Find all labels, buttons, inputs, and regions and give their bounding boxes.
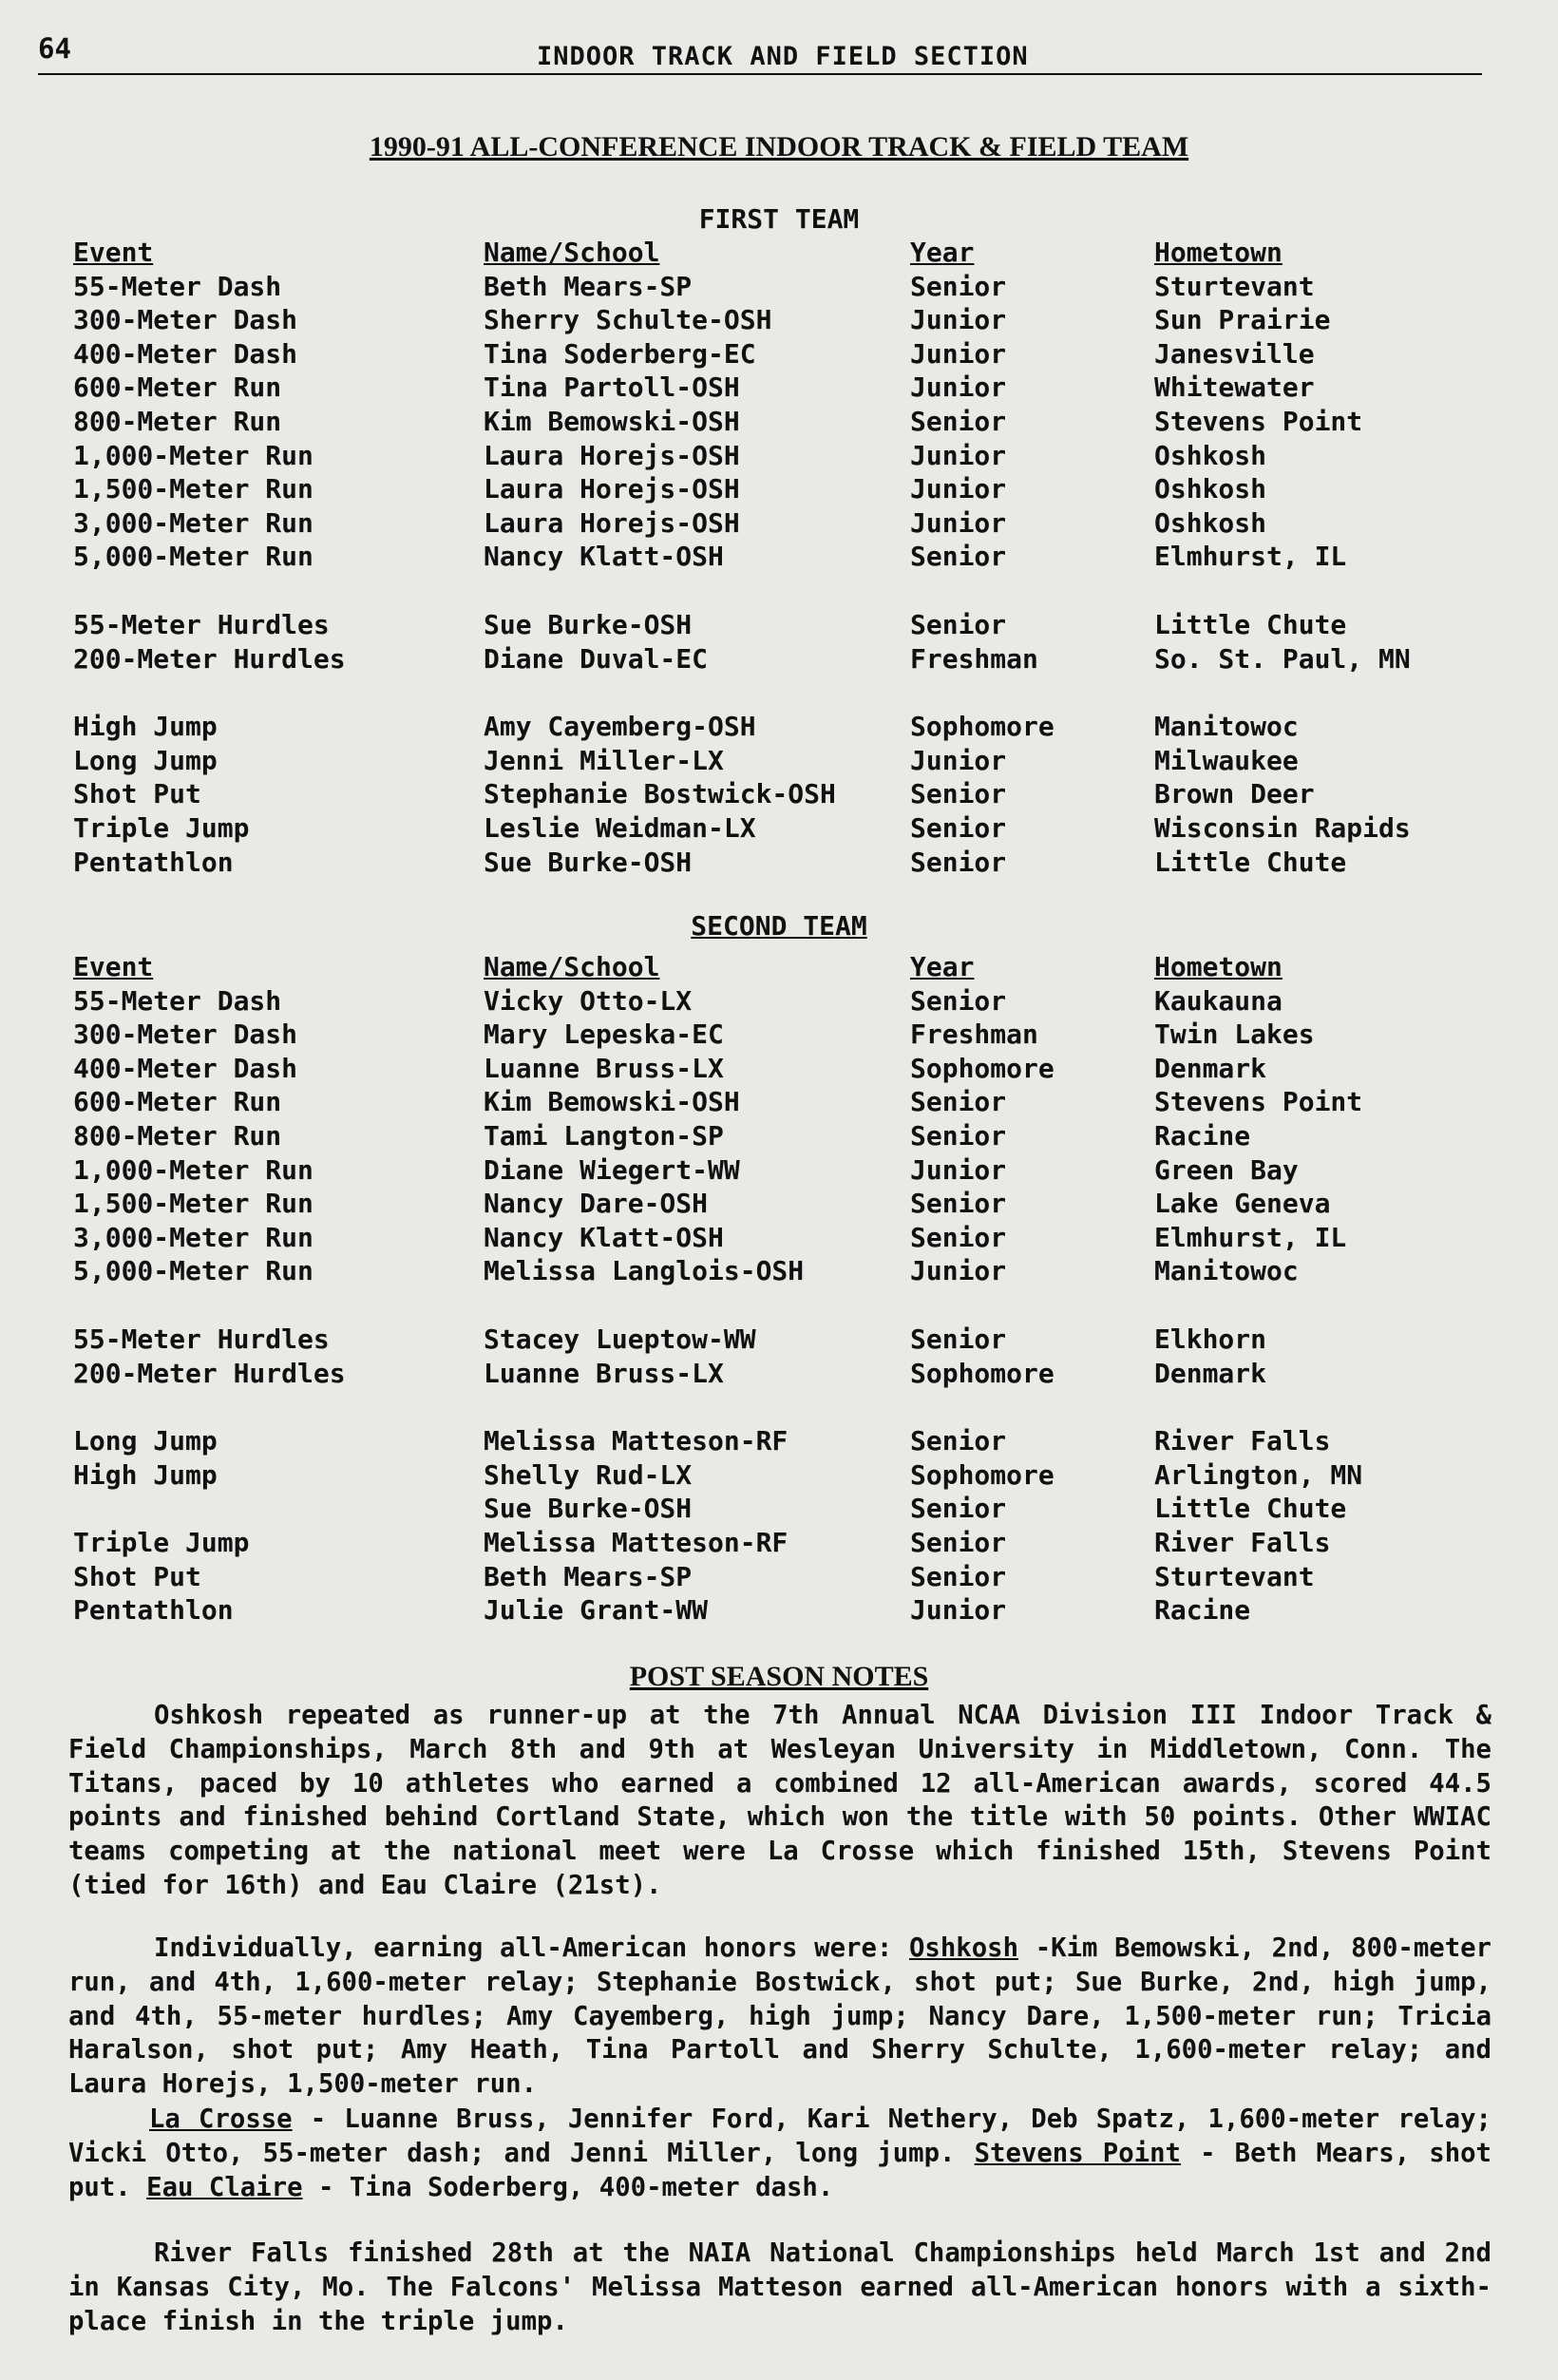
- name-cell: Shelly Rud-LX: [484, 1458, 693, 1491]
- event-cell: Shot Put: [73, 778, 201, 810]
- hometown-cell: Racine: [1154, 1594, 1251, 1627]
- notes-paragraph-1: Oshkosh repeated as runner-up at the 7th Annual NCAA Division III Indoor Track & Field Championships, March 8th and 9th at Wesleyan University in Middletown, Conn. The Titans, paced by 10 athletes who earned a combined 12 all-American awards, scored 44.5 points and finished behind Cortland State, which won the title with 50 points. Other WWIAC teams competing at the national meet were La Crosse which finished 15th, Stevens Point (tied for 16th) and Eau Claire (21st).: [68, 1701, 1492, 1900]
- year-cell: Senior: [910, 778, 1007, 810]
- event-cell: 55-Meter Hurdles: [73, 1323, 330, 1355]
- event-cell: 600-Meter Run: [73, 1086, 282, 1118]
- year-cell: Senior: [910, 541, 1007, 573]
- event-cell: 1,500-Meter Run: [73, 473, 314, 505]
- hometown-cell: Elmhurst, IL: [1154, 541, 1347, 573]
- hometown-cell: Wisconsin Rapids: [1154, 811, 1411, 844]
- event-cell: 1,000-Meter Run: [73, 1153, 314, 1186]
- table-row: [0, 1018, 1558, 1052]
- event-cell: Triple Jump: [73, 1526, 250, 1558]
- table-row: [0, 811, 1558, 846]
- event-cell: 800-Meter Run: [73, 405, 282, 437]
- name-cell: Melissa Langlois-OSH: [484, 1255, 805, 1287]
- name-cell: Mary Lepeska-EC: [484, 1019, 724, 1051]
- hometown-cell: Denmark: [1154, 1357, 1267, 1389]
- table-row: [0, 1052, 1558, 1086]
- year-cell: Senior: [910, 984, 1007, 1017]
- year-cell: Junior: [910, 304, 1007, 336]
- name-cell: Kim Bemowski-OSH: [484, 405, 740, 437]
- table-row: [0, 1357, 1558, 1391]
- name-cell: Jenni Miller-LX: [484, 744, 724, 776]
- table-row: [0, 846, 1558, 880]
- name-cell: Nancy Klatt-OSH: [484, 1221, 724, 1253]
- name-cell: Leslie Weidman-LX: [484, 811, 756, 844]
- name-cell: Laura Horejs-OSH: [484, 506, 740, 539]
- table-row: [0, 1323, 1558, 1357]
- table-row: [0, 1492, 1558, 1526]
- section-header: INDOOR TRACK AND FIELD SECTION: [537, 42, 1029, 71]
- name-cell: Amy Cayemberg-OSH: [484, 711, 756, 743]
- hometown-cell: Little Chute: [1154, 1493, 1347, 1525]
- year-cell: Senior: [910, 1560, 1007, 1592]
- name-cell: Beth Mears-SP: [484, 270, 693, 302]
- year-cell: Senior: [910, 270, 1007, 302]
- year-cell: Junior: [910, 1153, 1007, 1186]
- event-cell: Long Jump: [73, 1425, 218, 1457]
- table-row: [0, 1187, 1558, 1221]
- hometown-cell: Sturtevant: [1154, 1560, 1315, 1592]
- first-team-title: FIRST TEAM: [698, 203, 860, 235]
- first-team-table: [0, 236, 1558, 879]
- hometown-cell: Arlington, MN: [1154, 1458, 1363, 1491]
- year-cell: Senior: [910, 1526, 1007, 1558]
- hometown-cell: Little Chute: [1154, 846, 1347, 878]
- event-cell: 200-Meter Hurdles: [73, 642, 346, 675]
- table-row: [0, 1221, 1558, 1255]
- name-cell: Nancy Klatt-OSH: [484, 541, 724, 573]
- event-cell: Pentathlon: [73, 846, 234, 878]
- event-cell: 600-Meter Run: [73, 371, 282, 404]
- hometown-cell: Milwaukee: [1154, 744, 1299, 776]
- hometown-cell: Twin Lakes: [1154, 1019, 1315, 1051]
- event-cell: High Jump: [73, 1458, 218, 1491]
- table-row: [0, 1153, 1558, 1188]
- name-cell: Diane Wiegert-WW: [484, 1153, 740, 1186]
- notes-paragraph-3: La Crosse - Luanne Bruss, Jennifer Ford, Kari Nethery, Deb Spatz, 1,600-meter relay; Vicki Otto, 55-meter dash; and Jenni Miller, long jump. Stevens Point - Beth Mears, shot put. Eau Claire - Tina Soderberg, 400-meter dash.: [68, 2104, 1492, 2202]
- year-cell: Junior: [910, 744, 1007, 776]
- name-cell: Tami Langton-SP: [484, 1119, 724, 1152]
- school-oshkosh: Oshkosh: [909, 1933, 1019, 1963]
- header-rule: [38, 73, 1482, 75]
- notes-title: POST SEASON NOTES: [629, 1661, 929, 1692]
- year-cell: Junior: [910, 1594, 1007, 1627]
- hometown-cell: Stevens Point: [1154, 405, 1363, 437]
- event-cell: 300-Meter Dash: [73, 1019, 298, 1051]
- second-team-table: [0, 950, 1558, 1628]
- year-cell: Senior: [910, 811, 1007, 844]
- event-cell: 400-Meter Dash: [73, 1052, 298, 1084]
- year-cell: Junior: [910, 506, 1007, 539]
- hometown-cell: Stevens Point: [1154, 1086, 1363, 1118]
- name-cell: Stephanie Bostwick-OSH: [484, 778, 836, 810]
- name-cell: Sue Burke-OSH: [484, 608, 693, 640]
- year-cell: Sophomore: [910, 1357, 1054, 1389]
- table-row: [0, 540, 1558, 574]
- year-cell: Junior: [910, 1255, 1007, 1287]
- hometown-cell: Whitewater: [1154, 371, 1315, 404]
- table-row: [0, 506, 1558, 541]
- year-cell: Senior: [910, 405, 1007, 437]
- hometown-cell: River Falls: [1154, 1526, 1331, 1558]
- event-cell: 1,000-Meter Run: [73, 439, 314, 471]
- year-cell: Senior: [910, 1221, 1007, 1253]
- notes-paragraph-2: Individually, earning all-American honors were: Oshkosh -Kim Bemowski, 2nd, 800-meter run, and 4th, 1,600-meter relay; Stephanie Bostwick, shot put; Sue Burke, 2nd, high jump, and 4th, 55-meter hurdles; Amy Cayemberg, high jump; Nancy Dare, 1,500-meter run; Tricia Haralson, shot put; Amy Heath, Tina Partoll and Sherry Schulte, 1,600-meter relay; and Laura Horejs, 1,500-meter run.: [68, 1933, 1492, 2100]
- name-cell: Sherry Schulte-OSH: [484, 304, 772, 336]
- school-la-crosse: La Crosse: [149, 2104, 293, 2134]
- year-cell: Junior: [910, 473, 1007, 505]
- table-row: [0, 984, 1558, 1019]
- name-cell: Stacey Lueptow-WW: [484, 1323, 756, 1355]
- year-cell: Junior: [910, 371, 1007, 404]
- table-row: [0, 608, 1558, 642]
- name-cell: Julie Grant-WW: [484, 1594, 709, 1627]
- event-cell: 200-Meter Hurdles: [73, 1357, 346, 1389]
- column-header: Hometown: [1154, 951, 1282, 982]
- name-cell: Luanne Bruss-LX: [484, 1357, 724, 1389]
- year-cell: Freshman: [910, 1019, 1038, 1051]
- year-cell: Junior: [910, 337, 1007, 370]
- table-row: [0, 472, 1558, 506]
- name-cell: Sue Burke-OSH: [484, 846, 693, 878]
- year-cell: Sophomore: [910, 1458, 1054, 1491]
- event-cell: 1,500-Meter Run: [73, 1188, 314, 1220]
- table-header-row: [0, 950, 1558, 984]
- table-row: [0, 270, 1558, 304]
- column-header: Year: [910, 951, 975, 982]
- column-header: Event: [73, 237, 154, 268]
- year-cell: Senior: [910, 1119, 1007, 1152]
- table-row: [0, 642, 1558, 676]
- name-cell: Nancy Dare-OSH: [484, 1188, 709, 1220]
- event-cell: Triple Jump: [73, 811, 250, 844]
- hometown-cell: Green Bay: [1154, 1153, 1299, 1186]
- name-cell: Tina Soderberg-EC: [484, 337, 756, 370]
- hometown-cell: Lake Geneva: [1154, 1188, 1331, 1220]
- year-cell: Senior: [910, 1188, 1007, 1220]
- event-cell: 5,000-Meter Run: [73, 541, 314, 573]
- table-row: [0, 1424, 1558, 1458]
- name-cell: Melissa Matteson-RF: [484, 1425, 788, 1457]
- event-cell: 800-Meter Run: [73, 1119, 282, 1152]
- hometown-cell: Kaukauna: [1154, 984, 1282, 1017]
- year-cell: Senior: [910, 846, 1007, 878]
- table-row: [0, 303, 1558, 337]
- school-eau-claire: Eau Claire: [146, 2172, 303, 2202]
- event-cell: 3,000-Meter Run: [73, 1221, 314, 1253]
- column-header: Hometown: [1154, 237, 1282, 268]
- hometown-cell: Denmark: [1154, 1052, 1267, 1084]
- notes-paragraph-4: River Falls finished 28th at the NAIA National Championships held March 1st and 2nd in Kansas City, Mo. The Falcons' Melissa Matteson earned all-American honors with a sixth-place finish in the triple jump.: [68, 2238, 1492, 2336]
- year-cell: Sophomore: [910, 1052, 1054, 1084]
- hometown-cell: Elkhorn: [1154, 1323, 1267, 1355]
- table-row: [0, 710, 1558, 744]
- event-cell: 55-Meter Dash: [73, 270, 282, 302]
- name-cell: Beth Mears-SP: [484, 1560, 693, 1592]
- page-number: 64: [38, 32, 71, 65]
- event-cell: 300-Meter Dash: [73, 304, 298, 336]
- name-cell: Luanne Bruss-LX: [484, 1052, 724, 1084]
- year-cell: Senior: [910, 1425, 1007, 1457]
- event-cell: 5,000-Meter Run: [73, 1255, 314, 1287]
- column-header: Year: [910, 237, 975, 268]
- event-cell: 55-Meter Hurdles: [73, 608, 330, 640]
- event-cell: High Jump: [73, 711, 218, 743]
- event-cell: Pentathlon: [73, 1594, 234, 1627]
- hometown-cell: Racine: [1154, 1119, 1251, 1152]
- hometown-cell: Manitowoc: [1154, 1255, 1299, 1287]
- hometown-cell: Oshkosh: [1154, 473, 1267, 505]
- table-row: [0, 1526, 1558, 1560]
- hometown-cell: Janesville: [1154, 337, 1315, 370]
- year-cell: Senior: [910, 1493, 1007, 1525]
- hometown-cell: Sturtevant: [1154, 270, 1315, 302]
- year-cell: Senior: [910, 1323, 1007, 1355]
- event-cell: 400-Meter Dash: [73, 337, 298, 370]
- event-cell: 3,000-Meter Run: [73, 506, 314, 539]
- event-cell: Long Jump: [73, 744, 218, 776]
- name-cell: Melissa Matteson-RF: [484, 1526, 788, 1558]
- hometown-cell: Elmhurst, IL: [1154, 1221, 1347, 1253]
- name-cell: Laura Horejs-OSH: [484, 439, 740, 471]
- name-cell: Kim Bemowski-OSH: [484, 1086, 740, 1118]
- hometown-cell: Oshkosh: [1154, 506, 1267, 539]
- second-team-title: SECOND TEAM: [691, 910, 867, 942]
- school-stevens-point: Stevens Point: [974, 2138, 1181, 2168]
- table-row: [0, 337, 1558, 371]
- event-cell: Shot Put: [73, 1560, 201, 1592]
- column-header: Event: [73, 951, 154, 982]
- name-cell: Diane Duval-EC: [484, 642, 709, 675]
- year-cell: Junior: [910, 439, 1007, 471]
- table-row: [0, 1593, 1558, 1628]
- hometown-cell: Little Chute: [1154, 608, 1347, 640]
- year-cell: Freshman: [910, 642, 1038, 675]
- table-row: [0, 1458, 1558, 1493]
- hometown-cell: River Falls: [1154, 1425, 1331, 1457]
- hometown-cell: So. St. Paul, MN: [1154, 642, 1411, 675]
- column-header: Name/School: [484, 951, 660, 982]
- table-row: [0, 1254, 1558, 1288]
- table-header-row: [0, 236, 1558, 270]
- hometown-cell: Sun Prairie: [1154, 304, 1331, 336]
- table-row: [0, 371, 1558, 405]
- hometown-cell: Brown Deer: [1154, 778, 1315, 810]
- year-cell: Senior: [910, 1086, 1007, 1118]
- year-cell: Sophomore: [910, 711, 1054, 743]
- table-row: [0, 744, 1558, 778]
- table-row: [0, 405, 1558, 439]
- event-cell: 55-Meter Dash: [73, 984, 282, 1017]
- name-cell: Tina Partoll-OSH: [484, 371, 740, 404]
- table-row: [0, 439, 1558, 473]
- column-header: Name/School: [484, 237, 660, 268]
- hometown-cell: Oshkosh: [1154, 439, 1267, 471]
- name-cell: Vicky Otto-LX: [484, 984, 693, 1017]
- hometown-cell: Manitowoc: [1154, 711, 1299, 743]
- name-cell: Laura Horejs-OSH: [484, 473, 740, 505]
- table-row: [0, 1085, 1558, 1119]
- table-row: [0, 1119, 1558, 1153]
- name-cell: Sue Burke-OSH: [484, 1493, 693, 1525]
- page-title: 1990-91 ALL-CONFERENCE INDOOR TRACK & FIELD TEAM: [369, 131, 1189, 162]
- table-row: [0, 777, 1558, 811]
- year-cell: Senior: [910, 608, 1007, 640]
- table-row: [0, 1560, 1558, 1594]
